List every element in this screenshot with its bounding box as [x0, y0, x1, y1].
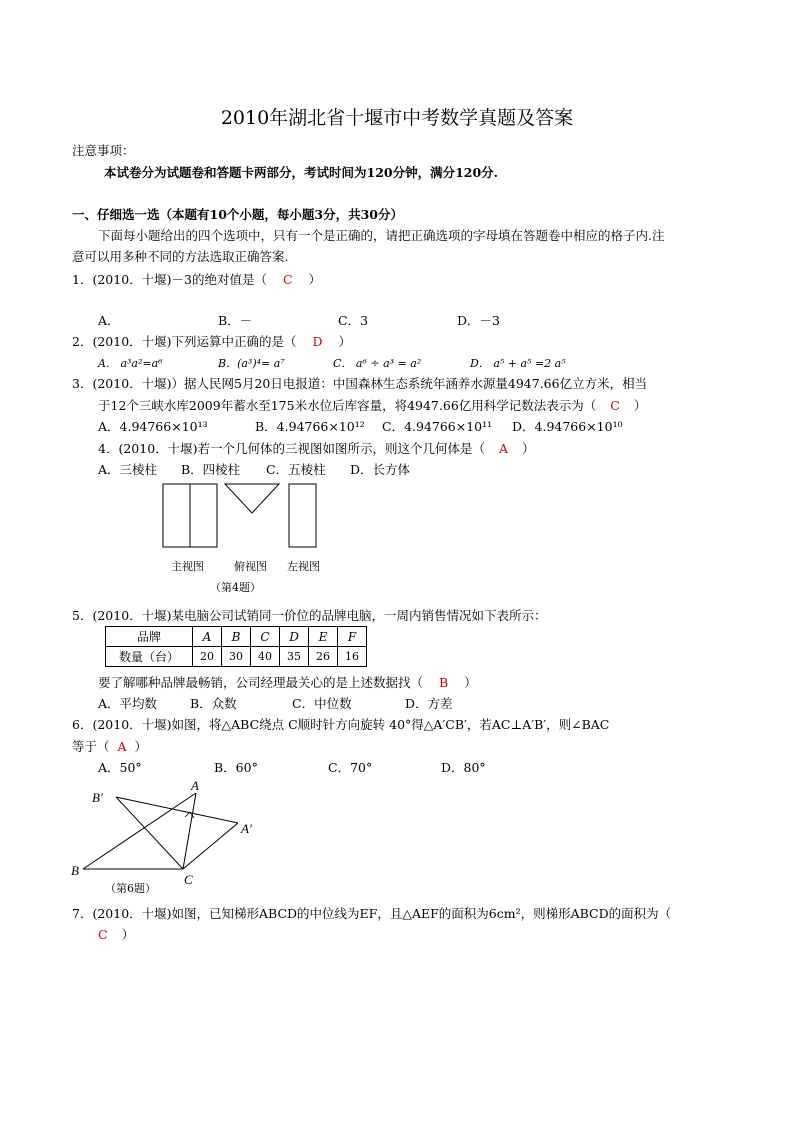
three-views-figure	[155, 480, 335, 555]
question-5-ask-text: 要了解哪种品牌最畅销，公司经理最关心的是上述数据找（	[98, 675, 424, 690]
count-cell: 35	[280, 647, 309, 667]
question-3-line-2	[98, 398, 646, 414]
label-a: A	[191, 778, 199, 793]
question-5-ask	[98, 675, 477, 691]
q5-option-a: A．平均数	[98, 696, 158, 711]
question-7-answer-line	[98, 927, 134, 943]
q6-option-b: B．60°	[214, 760, 258, 775]
table-row	[106, 647, 367, 667]
question-6-stem: 等于（	[72, 739, 110, 754]
q5-option-d: D．方差	[405, 696, 453, 711]
brand-cell: F	[338, 627, 367, 647]
question-2-close: ）	[338, 334, 352, 349]
q3-option-c: C．4.94766×10¹¹	[382, 419, 493, 434]
question-6-line-1: 6．(2010．十堰)如图，将△ABC绕点 C顺时针方向旋转 40°得△A′CB′，若AC⊥A′B′，则∠BAC	[72, 717, 610, 732]
notice-heading: 注意事项：	[72, 143, 135, 158]
q2-option-a: A． a³a²=a⁶	[98, 357, 163, 370]
page-title: 2010年湖北省十堰市中考数学真题及答案	[220, 107, 574, 129]
question-3-close: ）	[633, 398, 647, 413]
segment-b-prime-c	[116, 797, 183, 869]
top-view-label: 俯视图	[234, 560, 267, 573]
q1-option-a: A．	[98, 313, 120, 328]
question-6-line-2	[72, 739, 147, 755]
question-7-stem: 7．(2010．十堰)如图，已知梯形ABCD的中位线为EF，且△AEF的面积为6cm²，则梯形ABCD的面积为（	[72, 906, 672, 921]
q4-option-b: B．四棱柱	[181, 462, 241, 477]
question-3-line-1: 3．(2010．十堰)）据人民网5月20日电报道：中国森林生态系统年涵养水源量4947.66亿立方米，相当	[72, 376, 648, 391]
sales-table	[105, 626, 367, 667]
q3-option-b: B．4.94766×10¹²	[255, 419, 365, 434]
q1-option-d: D．－3	[457, 313, 500, 328]
q5-option-c: C．中位数	[292, 696, 352, 711]
top-view-triangle	[225, 484, 279, 513]
question-7-answer: C	[98, 927, 108, 942]
segment-a-prime-c	[183, 823, 238, 869]
brand-cell: D	[280, 627, 309, 647]
label-b: B	[71, 863, 79, 878]
figure-4-caption: （第4题）	[210, 581, 261, 594]
count-cell: 40	[251, 647, 280, 667]
brand-header: 品牌	[106, 627, 193, 647]
q5-option-b: B．众数	[190, 696, 237, 711]
q4-option-d: D．长方体	[350, 462, 411, 477]
count-header: 数量（台）	[106, 647, 193, 667]
q6-option-d: D．80°	[441, 760, 486, 775]
q4-option-c: C．五棱柱	[266, 462, 326, 477]
segment-b-prime-a-prime	[116, 797, 238, 823]
brand-cell: C	[251, 627, 280, 647]
brand-cell: B	[222, 627, 251, 647]
question-4	[98, 441, 535, 457]
question-2-answer: D	[312, 334, 323, 349]
q2-option-c: C． a⁶ ÷ a³ = a²	[333, 357, 422, 370]
figure-6-caption: （第6题）	[105, 882, 156, 895]
section-instructions-1: 下面每小题给出的四个选项中，只有一个是正确的，请把正确选项的字母填在答题卷中相应的格子内.注	[98, 228, 665, 243]
question-2	[72, 334, 351, 350]
question-1-stem: 1．(2010．十堰)－3的绝对值是（	[72, 272, 267, 287]
section-instructions-2: 意可以用多种不同的方法选取正确答案.	[72, 249, 289, 264]
question-2-stem: 2．(2010．十堰)下列运算中正确的是（	[72, 334, 297, 349]
question-1	[72, 272, 321, 288]
side-view-label: 左视图	[287, 560, 320, 573]
question-5: 5．(2010．十堰)某电脑公司试销同一价位的品牌电脑，一周内销售情况如下表所示：	[72, 608, 547, 623]
count-cell: 20	[193, 647, 222, 667]
label-c: C	[184, 872, 193, 887]
count-cell: 26	[309, 647, 338, 667]
question-1-close: ）	[308, 272, 322, 287]
count-cell: 30	[222, 647, 251, 667]
brand-cell: A	[193, 627, 222, 647]
q1-option-b: B．－	[218, 313, 253, 328]
q1-option-c: C．3	[338, 313, 369, 328]
q3-option-a: A．4.94766×10¹³	[98, 419, 208, 434]
count-cell: 16	[338, 647, 367, 667]
notice-text: 本试卷分为试题卷和答题卡两部分，考试时间为120分钟，满分120分.	[104, 165, 499, 180]
question-1-answer: C	[282, 272, 293, 287]
question-3-answer: C	[610, 398, 620, 413]
side-view-rect	[289, 484, 316, 547]
question-5-close: ）	[464, 675, 477, 690]
front-view-label: 主视图	[171, 560, 204, 573]
q2-option-d: D． a⁵ + a⁵ =2 a⁵	[470, 357, 566, 370]
rotation-figure	[66, 776, 266, 891]
label-b-prime: B′	[92, 790, 103, 805]
section-heading: 一、仔细选一选（本题有10个小题，每小题3分，共30分）	[72, 207, 403, 222]
table-row	[106, 627, 367, 647]
question-6-answer: A	[117, 739, 127, 754]
question-4-close: ）	[522, 441, 535, 456]
question-5-answer: B	[439, 675, 449, 690]
brand-cell: E	[309, 627, 338, 647]
question-7-close: ）	[121, 927, 135, 942]
question-4-stem: 4．(2010．十堰)若一个几何体的三视图如图所示，则这个几何体是（	[98, 441, 486, 456]
question-4-answer: A	[499, 441, 509, 456]
q4-option-a: A．三棱柱	[98, 462, 158, 477]
q3-option-d: D．4.94766×10¹⁰	[512, 419, 623, 434]
segment-ac	[183, 793, 196, 869]
q6-option-a: A．50°	[98, 760, 142, 775]
label-a-prime: A′	[241, 821, 252, 836]
q6-option-c: C．70°	[328, 760, 373, 775]
question-6-close: ）	[134, 739, 148, 754]
question-3-stem: 于12个三峡水库2009年蓄水至175米水位后库容量，将4947.66亿用科学记数法表示为（	[98, 398, 597, 413]
q2-option-b: B．(a³)⁴= a⁷	[218, 357, 285, 370]
